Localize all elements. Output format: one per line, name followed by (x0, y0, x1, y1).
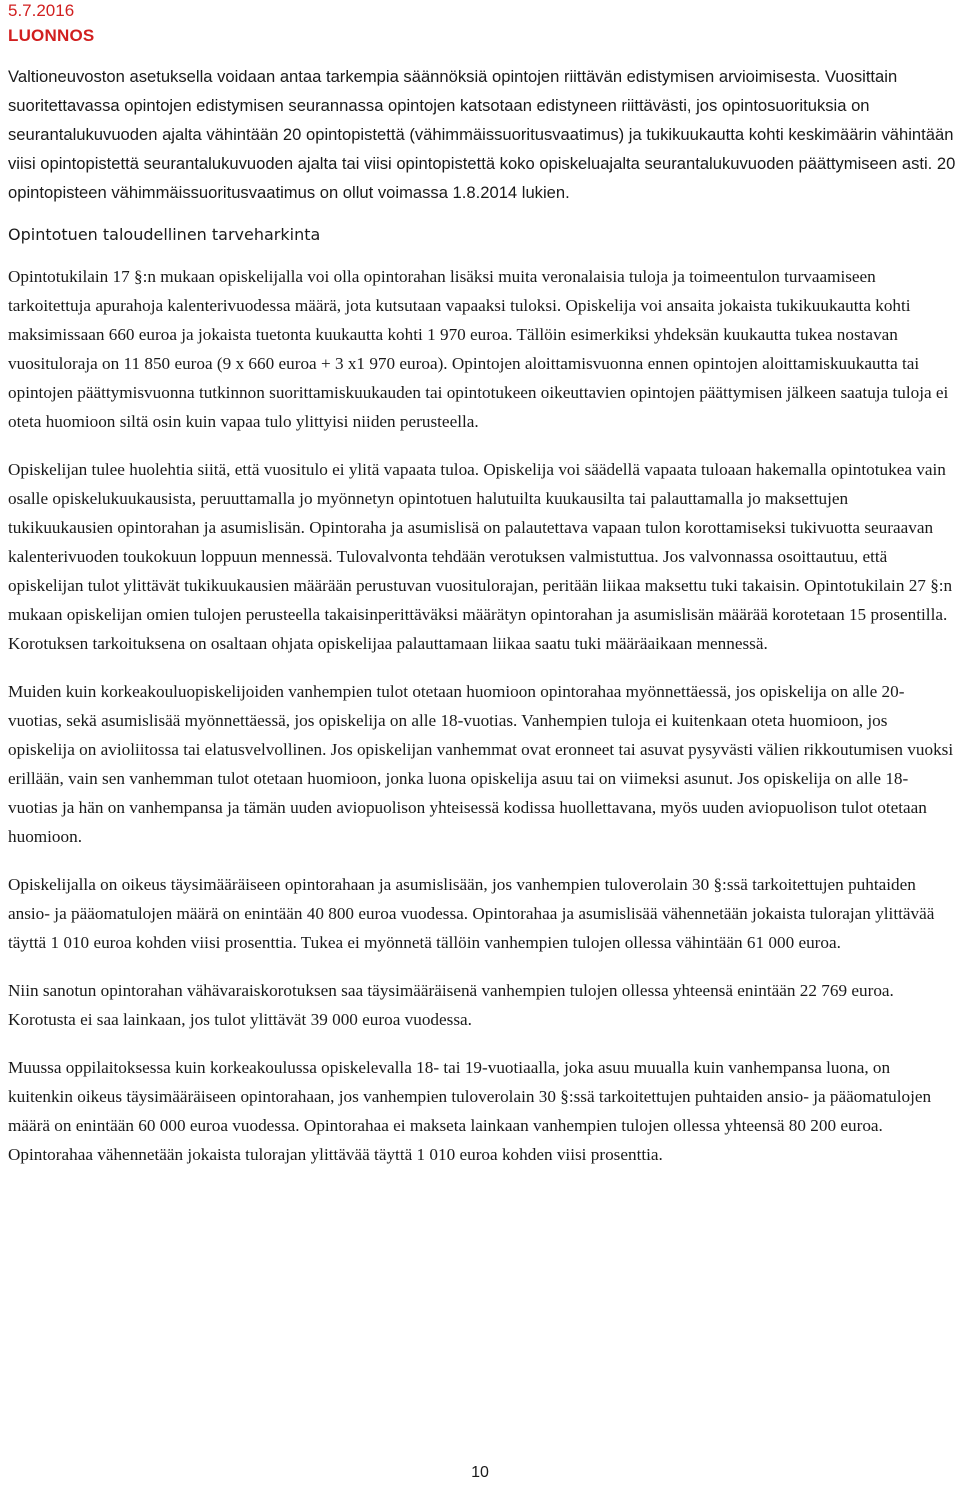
page-number: 10 (471, 1464, 489, 1481)
paragraph-low-income-increase: Niin sanotun opintorahan vähävaraiskorotuksen saa täysimääräisenä vanhempien tulojen ollessa yhteensä enintään 22 769 euroa. Korotusta ei saa lainkaan, jos tulot ylittävät 39 000 euroa vuodessa. (8, 981, 894, 1029)
draft-status-label: LUONNOS (8, 26, 95, 45)
document-date: 5.7.2016 (8, 1, 75, 20)
paragraph-non-university-students: Muussa oppilaitoksessa kuin korkeakoulussa opiskelevalla 18- tai 19-vuotiaalla, joka asuu muualla kuin vanhempansa luona, on kuitenkin oikeus täysimääräiseen opintorahaan, jos vanhempien tuloverolain 30 §:ssä tarkoitettujen puhtaiden ansio- ja pääomatulojen määrä on enintään 60 000 euroa vuodessa. Opintorahaa ei makseta lainkaan vanhempien tulojen ollessa yhteensä 80 200 euroa. Opintorahaa vähennetään jokaista tulorajan ylittävää täyttä 1 010 euroa kohden viisi prosenttia. (8, 1058, 932, 1164)
document-body (8, 62, 956, 1169)
paragraph-full-allowance: Opiskelijalla on oikeus täysimääräiseen opintorahaan ja asumislisään, jos vanhempien tuloverolain 30 §:ssä tarkoitettujen puhtaiden ansio- ja pääomatulojen määrä on enintään 40 800 euroa vuodessa. Opintorahaa ja asumislisää vähennetään jokaista tulorajan ylittävää täyttä 1 010 euroa kohden viisi prosenttia. Tukea ei myönnetä tällöin vanhempien tulojen ollessa vähintään 61 000 euroa. (8, 875, 935, 952)
paragraph-progress-requirements: Valtioneuvoston asetuksella voidaan antaa tarkempia säännöksiä opintojen riittävän edistymisen arvioimisesta. Vuosittain suoritettavassa opintojen edistymisen seurannassa opintojen katsotaan edistyneen riittävästi, jos opintosuorituksia on seurantalukuvuoden ajalta vähintään 20 opintopistettä (vähimmäissuoritusvaatimus) ja tukikuukautta kohti keskimäärin vähintään viisi opintopistettä seurantalukuvuoden ajalta tai viisi opintopistettä koko opiskeluajalta seurantalukuvuoden päättymiseen asti. 20 opintopisteen vähimmäissuoritusvaatimus on ollut voimassa 1.8.2014 lukien. (8, 67, 956, 202)
section-heading-needs-assessment: Opintotuen taloudellinen tarveharkinta (8, 225, 321, 244)
paragraph-parental-income: Muiden kuin korkeakouluopiskelijoiden vanhempien tulot otetaan huomioon opintorahaa myönnettäessä, jos opiskelija on alle 20-vuotias, sekä asumislisää myönnettäessä, jos opiskelija on alle 18-vuotias. Vanhempien tuloja ei kuitenkaan oteta huomioon, jos opiskelija on avioliitossa tai elatusvelvollinen. Jos opiskelijan vanhemmat ovat eronneet tai asuvat pysyvästi välien rikkoutumisen vuoksi erillään, vain sen vanhemman tulot otetaan huomioon, jonka luona opiskelija asuu tai on viimeksi asunut. Jos opiskelija on alle 18-vuotias ja hän on vanhempansa ja tämän uuden aviopuolison yhteisessä kodissa huollettavana, myös uuden aviopuolison tulot otetaan huomioon. (8, 682, 954, 846)
paragraph-income-monitoring: Opiskelijan tulee huolehtia siitä, että vuositulo ei ylitä vapaata tuloa. Opiskelija voi säädellä vapaata tuloaan hakemalla opintotukea vain osalle opiskelukuukausista, peruuttamalla jo myönnetyn opintotuen halutuilta kuukausilta tai palauttamalla jo maksettujen tukikuukausien opintorahan ja asumislisän. Opintoraha ja asumislisä on palautettava vapaan tulon korottamiseksi tukivuotta seuraavan kalenterivuoden toukokuun loppuun mennessä. Tulovalvonta tehdään verotuksen valmistuttua. Jos valvonnassa osoittautuu, että opiskelijan tulot ylittävät tukikuukausien määrään perustuvan vuositulorajan, peritään liikaa maksettu tuki takaisin. Opintotukilain 27 §:n mukaan opiskelijan omien tulojen perusteella takaisinperittäväksi määrätyn opintorahan ja asumislisän määrää korotetaan 15 prosentilla. Korotuksen tarkoituksena on osaltaan ohjata opiskelijaa palauttamaan liikaa saatu tuki määräaikaan mennessä. (8, 460, 953, 653)
document-header (8, 0, 94, 47)
paragraph-free-income: Opintotukilain 17 §:n mukaan opiskelijalla voi olla opintorahan lisäksi muita veronalaisia tuloja ja toimeentulon turvaamiseen tarkoitettuja apurahoja kalenterivuodessa määrä, jota kutsutaan vapaaksi tuloksi. Opiskelija voi ansaita jokaista tukikuukautta kohti maksimissaan 660 euroa ja jokaista tuetonta kuukautta kohti 1 970 euroa. Tällöin esimerkiksi yhdeksän kuukautta tukea nostavan vuosituloraja on 11 850 euroa (9 x 660 euroa + 3 x1 970 euroa). Opintojen aloittamisvuonna ennen opintojen aloittamiskuukautta tai opintojen päättymisvuonna tutkinnon suorittamiskuukauden tai opintotukeen oikeuttavien opintojen päättymisen jälkeen saatuja tuloja ei oteta huomioon siltä osin kuin vapaa tulo ylittyisi niiden perusteella. (8, 267, 949, 431)
